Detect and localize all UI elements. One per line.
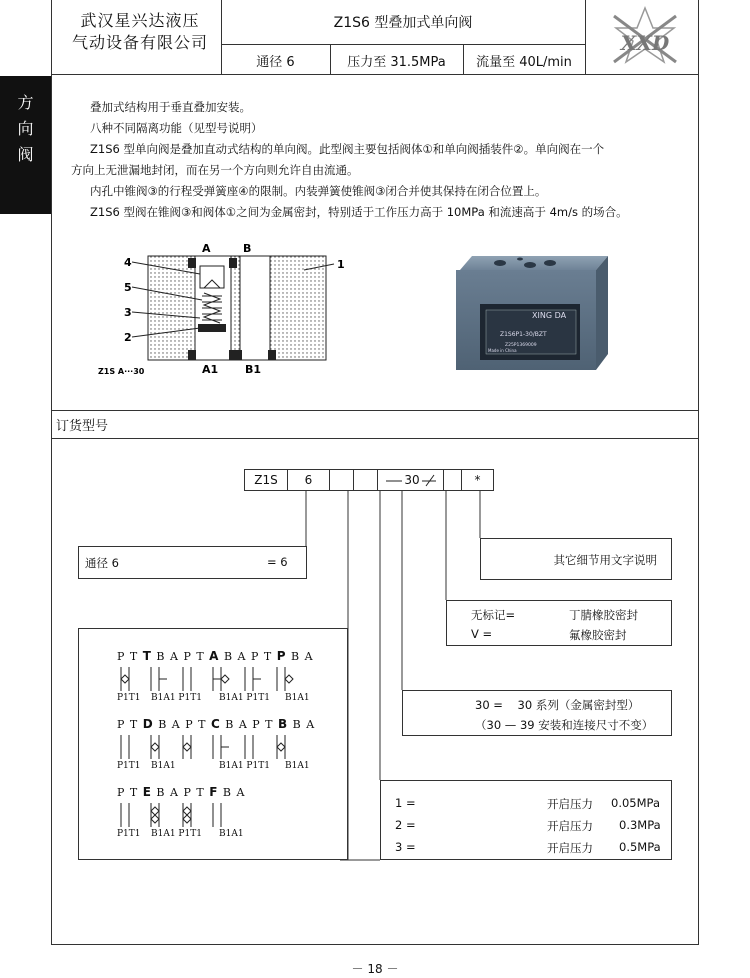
spec-pressure: 压力至 31.5MPa: [347, 55, 446, 70]
seal-box: [446, 600, 672, 646]
symbol-row-1-port-3: B1A1 P1T1: [219, 693, 270, 703]
symbol-row-2-port-1: P1T1: [117, 761, 141, 771]
symbol-row-3-header: P T E B A P T F B A: [117, 785, 246, 799]
product-title: Z1S6 型叠加式单向阀: [333, 15, 473, 31]
symbol-code-T: T: [142, 649, 152, 663]
size-value: = 6: [267, 555, 288, 569]
photo-brand: XING DA: [532, 311, 567, 320]
symbol-row-3-port-3: B1A1: [219, 829, 244, 839]
symbol-row-3-port-1: P1T1: [117, 829, 141, 839]
seal-key-1: 无标记=: [471, 608, 516, 622]
pressure-key-1: 1 =: [395, 796, 416, 810]
symbol-code-B: B: [278, 717, 289, 731]
code-cell-series: Z1S: [254, 473, 278, 487]
company-line-1: 武汉星兴达液压: [80, 11, 200, 30]
callout-5: 5: [124, 281, 132, 294]
symbol-code-F: F: [209, 785, 219, 799]
pressure-label-2: 开启压力: [547, 819, 593, 833]
intro-line-4: 方向上无泄漏地封闭，而在另一个方向则允许自由流通。: [71, 163, 359, 177]
size-box: [78, 546, 307, 579]
intro-line-5: 内孔中锥阀③的行程受弹簧座④的限制。内装弹簧使锥阀③闭合并使其保持在闭合位置上。: [90, 184, 547, 198]
symbol-row-1-port-4: B1A1: [285, 693, 310, 703]
category-char-1: 方: [17, 93, 34, 112]
callout-4: 4: [124, 256, 132, 269]
spec-bore: 通径 6: [256, 55, 295, 70]
symbol-code-C: C: [210, 717, 221, 731]
pressure-key-3: 3 =: [395, 840, 416, 854]
seal-value-1: 丁腈橡胶密封: [569, 608, 638, 622]
ordering-title: 订货型号: [56, 419, 109, 434]
page-number: － 18 －: [351, 962, 399, 976]
series-line-1: 30 = 30 系列（金属密封型）: [475, 698, 640, 712]
pressure-value-1: 0.05MPa: [611, 796, 660, 810]
code-version-text: 30: [404, 473, 420, 487]
pressure-key-2: 2 =: [395, 818, 416, 832]
other-details-box: [480, 538, 672, 580]
symbol-row-2-port-4: B1A1: [285, 761, 310, 771]
pressure-label-3: 开启压力: [547, 841, 593, 855]
port-a-label: A: [202, 242, 211, 255]
photo-model: Z1S6P1-30/BZT: [500, 331, 547, 338]
seal-key-2: V =: [471, 627, 493, 641]
company-line-2: 气动设备有限公司: [71, 33, 208, 52]
symbol-code-D: D: [142, 717, 154, 731]
function-symbols-box: [78, 628, 348, 860]
intro-line-6: Z1S6 型阀在锥阀③和阀体①之间为金属密封，特别适于工作压力高于 10MPa 和流速高于 4m/s 的场合。: [90, 205, 628, 219]
pressure-label-1: 开启压力: [547, 797, 593, 811]
photo-origin: Made in China: [488, 348, 517, 353]
symbol-row-1-graphics: [117, 665, 317, 693]
category-char-3: 阀: [17, 145, 34, 164]
pressure-value-2: 0.3MPa: [619, 818, 661, 832]
code-cell-size: 6: [287, 470, 329, 490]
seal-value-2: 氟橡胶密封: [569, 628, 627, 642]
intro-line-3: Z1S6 型单向阀是叠加直动式结构的单向阀。此型阀主要包括阀体①和单向阀插装件②。单向阀在一个: [90, 142, 605, 156]
symbol-row-3-graphics: [117, 801, 257, 829]
pressure-value-3: 0.5MPa: [619, 840, 661, 854]
other-details-text: 其它细节用文字说明: [553, 553, 657, 567]
callout-3: 3: [124, 306, 132, 319]
symbol-row-1-port-2: B1A1 P1T1: [151, 693, 202, 703]
size-label: 通径 6: [85, 556, 119, 570]
symbol-code-E: E: [142, 785, 152, 799]
symbol-row-1-port-1: P1T1: [117, 693, 141, 703]
port-a1-label: A1: [202, 363, 219, 376]
category-char-2: 向: [17, 119, 34, 138]
intro-line-2: 八种不同隔离功能（见型号说明）: [90, 121, 263, 135]
code-cell-other: *: [461, 470, 493, 490]
symbol-row-2-port-2: B1A1: [151, 761, 176, 771]
symbol-row-2-graphics: [117, 733, 317, 761]
logo-text: XXD: [620, 31, 670, 55]
symbol-row-2-port-3: B1A1 P1T1: [219, 761, 270, 771]
symbol-row-2-header: P T D B A P T C B A P T B B A: [117, 717, 316, 731]
diagram-caption: Z1S A···30: [98, 367, 145, 376]
callout-1: 1: [337, 258, 345, 271]
series-line-2: （30 — 39 安装和连接尺寸不变）: [475, 718, 654, 732]
spec-flow: 流量至 40L/min: [476, 55, 572, 70]
symbol-row-3-port-2: B1A1 P1T1: [151, 829, 202, 839]
pressure-box: [380, 780, 672, 860]
port-b-label: B: [243, 242, 252, 255]
series-box: [402, 690, 672, 736]
symbol-row-1-header: P T T B A P T A B A P T P B A: [117, 649, 314, 663]
photo-serial: Z25P1369009: [505, 343, 537, 348]
symbol-code-A: A: [209, 649, 220, 663]
intro-line-1: 叠加式结构用于垂直叠加安装。: [90, 100, 251, 114]
callout-2: 2: [124, 331, 132, 344]
port-b1-label: B1: [245, 363, 262, 376]
symbol-code-P: P: [276, 649, 287, 663]
